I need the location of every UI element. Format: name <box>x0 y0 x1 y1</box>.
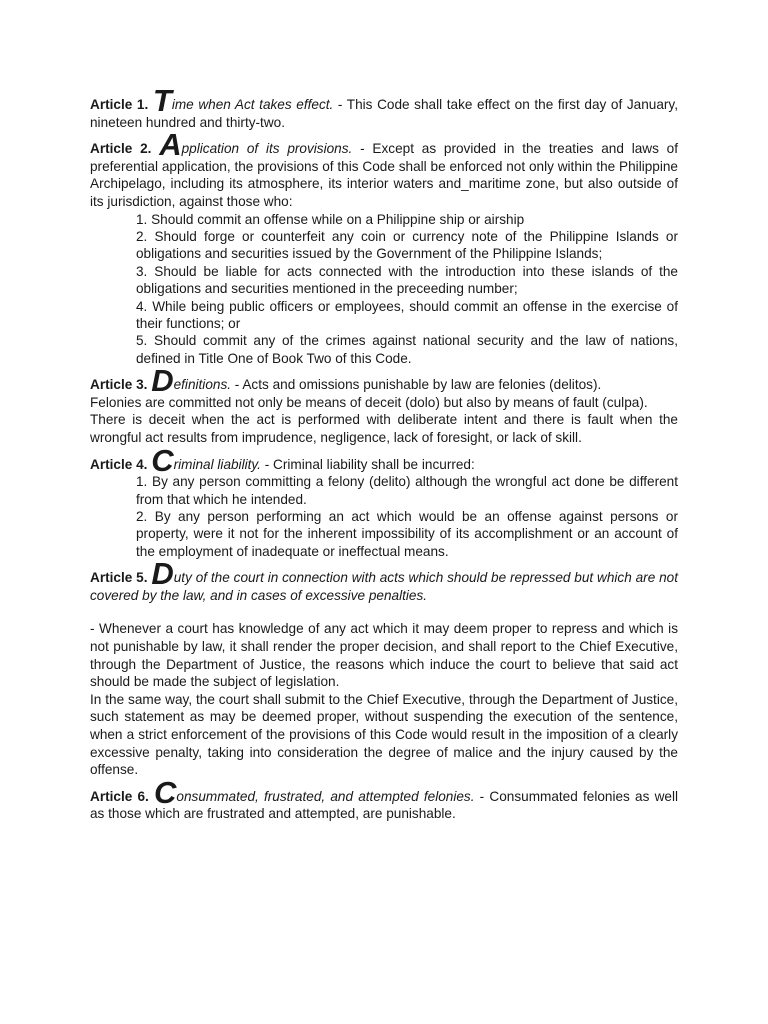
article-label: Article 4. <box>90 456 148 472</box>
article-heading: ime when Act takes effect. <box>171 97 334 112</box>
list-item: 2. By any person performing an act which would be an offense against persons or property, were it not for the inherent impossibility of its accomplishment or an account of the employment of inadequate or ineffectual means. <box>136 509 678 559</box>
article-heading: efinitions. <box>173 377 232 393</box>
drop-initial: T <box>152 83 172 118</box>
article-label: Article 5. <box>90 570 148 586</box>
article-1 <box>90 83 678 131</box>
article-body: - Consummated felonies as well as those which are frustrated and attempted, are punishable. <box>90 788 678 822</box>
list-item: 1. By any person committing a felony (delito) although the wrongful act done be different from that which he intended. <box>136 474 678 507</box>
list-item: 3. Should be liable for acts connected with the introduction into these islands of the obligations and securities mentioned in the preceeding number; <box>136 263 678 297</box>
article-3 <box>90 363 678 399</box>
drop-initial: C <box>154 774 177 810</box>
article-heading: onsummated, frustrated, and attempted felonies. <box>176 788 475 804</box>
article-label: Article 6. <box>90 788 149 804</box>
article-2 <box>90 127 679 210</box>
drop-initial: D <box>151 363 174 399</box>
article-body: - This Code shall take effect on the first day of January, nineteen hundred and thirty-two. <box>90 97 678 130</box>
article-paragraph: There is deceit when the act is performed with deliberate intent and there is fault when the wrongful act results from imprudence, negligence, lack of foresight, or lack of skill. <box>90 412 678 445</box>
article-paragraph: - Whenever a court has knowledge of any act which it may deem proper to repress and which is not punishable by law, it shall render the proper decision, and shall report to the Chief Executive, through the Department of Justice, the reasons which induce the court to believe that said act should be made the subject of legislation. <box>90 621 678 690</box>
list-item: 5. Should commit any of the crimes against national security and the law of nations, defined in Title One of Book Two of this Code. <box>136 333 678 366</box>
article-heading: riminal liability. <box>173 456 261 472</box>
article-4-list <box>136 473 678 560</box>
list-item: 2. Should forge or counterfeit any coin or currency note of the Philippine Islands or obligations and securities issued by the Government of the Philippine Islands; <box>136 228 678 262</box>
drop-initial: A <box>159 127 182 163</box>
article-body: - Criminal liability shall be incurred: <box>260 456 475 472</box>
article-label: Article 1. <box>90 97 149 112</box>
article-6 <box>90 774 678 823</box>
article-4 <box>90 442 678 478</box>
article-paragraph: In the same way, the court shall submit to the Chief Executive, through the Department of Justice, such statement as may be deemed proper, without suspending the execution of the sentence, when a strict enforcement of the provisions of this Code would result in the imposition of a clearly excessive penalty, taking into consideration the degree of malice and the injury caused by the offense. <box>90 691 678 778</box>
drop-initial: D <box>151 556 174 592</box>
drop-initial: C <box>151 442 174 478</box>
article-paragraph: Felonies are committed not only be means of deceit (dolo) but also by means of fault (culpa). <box>90 394 648 410</box>
article-heading: uty of the court in connection with acts which should be repressed but which are not covered by the law, and in cases of excessive penalties. <box>90 570 679 603</box>
article-body: - Except as provided in the treaties and laws of preferential application, the provisions of this Code shall be enforced not only within the Philippine Archipelago, including its atmosphere, its interior waters and_maritime zone, but also outside of its jurisdiction, against those who: <box>90 141 679 209</box>
list-item: 1. Should commit an offense while on a Philippine ship or airship <box>136 211 525 227</box>
article-label: Article 3. <box>90 377 148 393</box>
article-heading: pplication of its provisions. <box>181 141 353 157</box>
article-2-list <box>136 211 678 368</box>
document-page <box>90 83 679 823</box>
article-label: Article 2. <box>90 141 152 157</box>
article-body: - Acts and omissions punishable by law are felonies (delitos). <box>231 377 602 393</box>
list-item: 4. While being public officers or employees, should commit an offense in the exercise of their functions; or <box>136 298 678 331</box>
article-5 <box>90 556 679 604</box>
